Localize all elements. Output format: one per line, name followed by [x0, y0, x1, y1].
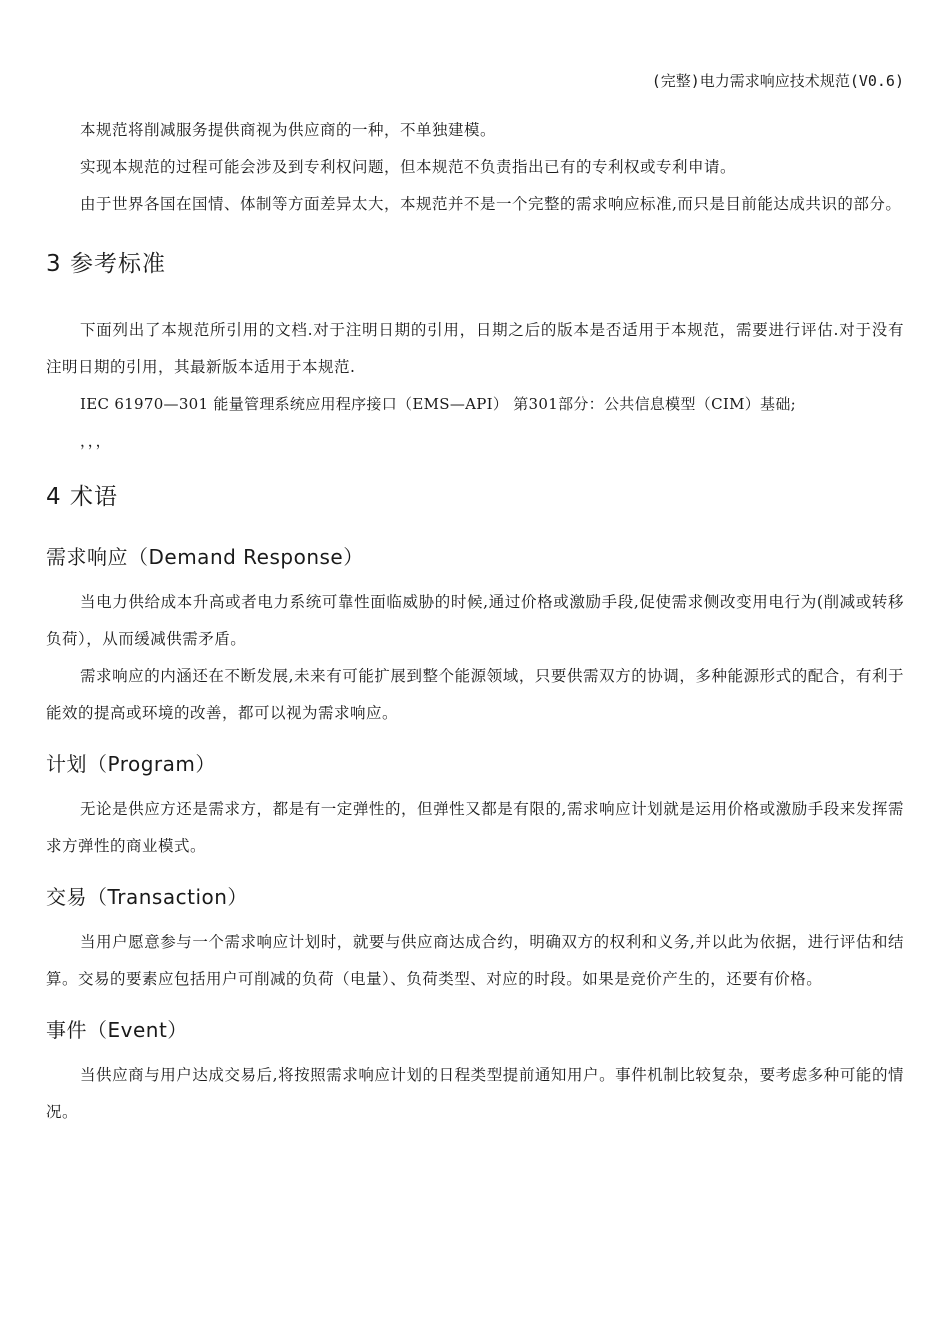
intro-paragraph-1: 本规范将削减服务提供商视为供应商的一种，不单独建模。	[80, 121, 497, 139]
reference-item-iec-61970: IEC 61970—301 能量管理系统应用程序接口（EMS—API） 第301部分：公共信息模型（CIM）基础;	[80, 395, 796, 413]
term-heading-program: 计划（Program）	[46, 752, 216, 776]
running-header: (完整)电力需求响应技术规范(V0.6)	[651, 72, 904, 90]
term-paragraph: 当供应商与用户达成交易后,将按照需求响应计划的日程类型提前通知用户。事件机制比较复杂，要考虑多种可能的情况。	[46, 1066, 904, 1121]
section-3-title: 3 参考标准	[46, 251, 166, 277]
section-4-title: 4 术语	[46, 484, 118, 510]
term-paragraph: 当电力供给成本升高或者电力系统可靠性面临威胁的时候,通过价格或激励手段,促使需求侧改变用电行为(削减或转移负荷），从而缓减供需矛盾。	[46, 593, 904, 648]
term-paragraph: 当用户愿意参与一个需求响应计划时，就要与供应商达成合约，明确双方的权利和义务,并以此为依据，进行评估和结算。交易的要素应包括用户可削减的负荷（电量）、负荷类型、对应的时段。如果是竞价产生的，还要有价格。	[46, 933, 904, 988]
term-heading-demand-response: 需求响应（Demand Response）	[46, 545, 364, 569]
section-3-paragraph: 下面列出了本规范所引用的文档.对于注明日期的引用，日期之后的版本是否适用于本规范，需要进行评估.对于没有注明日期的引用，其最新版本适用于本规范.	[46, 321, 904, 376]
intro-paragraph-2: 实现本规范的过程可能会涉及到专利权问题，但本规范不负责指出已有的专利权或专利申请。	[80, 158, 737, 176]
term-heading-transaction: 交易（Transaction）	[46, 885, 248, 909]
reference-item-ellipsis: ，，，	[80, 432, 111, 450]
page-content	[46, 112, 904, 1131]
term-heading-event: 事件（Event）	[46, 1018, 188, 1042]
term-paragraph: 无论是供应方还是需求方，都是有一定弹性的，但弹性又都是有限的,需求响应计划就是运用价格或激励手段来发挥需求方弹性的商业模式。	[46, 800, 904, 855]
term-paragraph: 需求响应的内涵还在不断发展,未来有可能扩展到整个能源领域，只要供需双方的协调，多种能源形式的配合，有利于能效的提高或环境的改善，都可以视为需求响应。	[46, 667, 904, 722]
intro-paragraph-3: 由于世界各国在国情、体制等方面差异太大，本规范并不是一个完整的需求响应标准,而只是目前能达成共识的部分。	[80, 195, 902, 213]
